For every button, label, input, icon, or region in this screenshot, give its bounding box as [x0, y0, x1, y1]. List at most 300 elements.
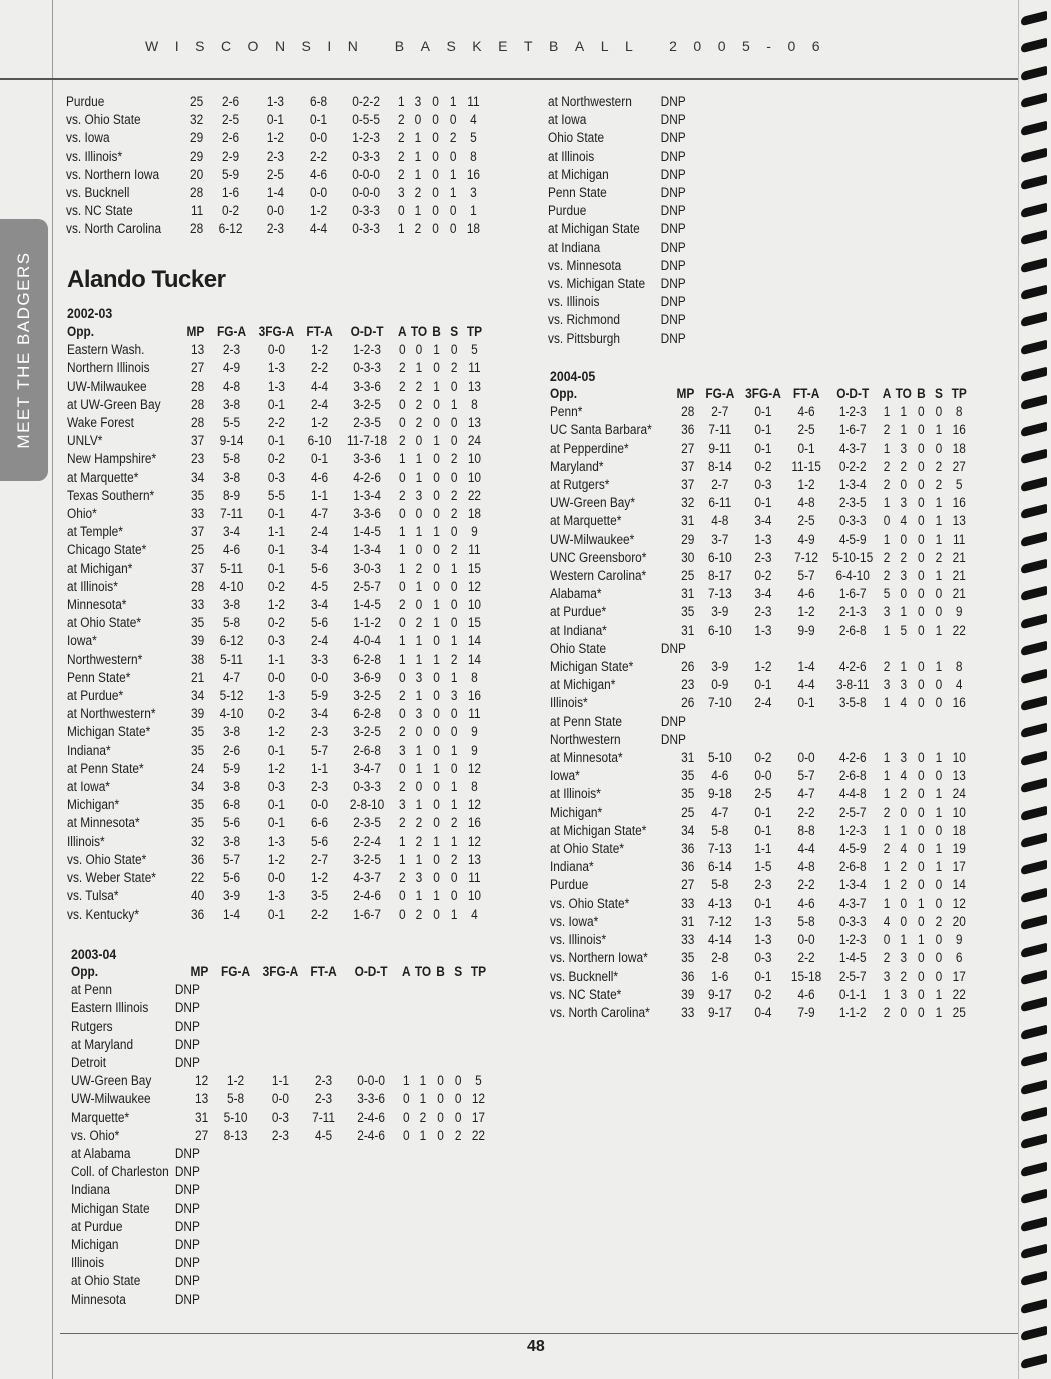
table-row — [67, 669, 486, 687]
stat-cell: 0-3-3 — [352, 221, 380, 237]
stat-cell: 8-13 — [223, 1127, 248, 1143]
stat-cell: 0-1 — [267, 906, 286, 922]
stat-cell: 1 — [415, 888, 423, 904]
stat-cell: 0-0 — [754, 768, 772, 784]
stat-cell: 4-6 — [711, 768, 729, 784]
stat-cell: 2-2 — [797, 950, 815, 966]
stat-cell: 1 — [415, 360, 423, 376]
stat-cell: 0 — [935, 586, 943, 602]
stat-cell: DNP — [174, 1000, 200, 1016]
stat-cell: 1-2 — [267, 724, 286, 740]
table-row — [548, 311, 696, 329]
stat-cell: DNP — [174, 1182, 200, 1198]
stat-cell: 2 — [883, 477, 891, 493]
stat-cell: 0 — [398, 906, 406, 922]
section-side-tab — [0, 219, 48, 481]
stat-cell: 2-8-10 — [349, 797, 385, 813]
opponent-cell: Minnesota* — [67, 597, 127, 613]
stat-cell: 0 — [437, 1127, 444, 1143]
stat-cell: 4-6 — [797, 895, 815, 911]
opponent-cell: at Maryland — [71, 1036, 134, 1052]
header-rule — [0, 78, 1018, 80]
stat-cell: 4-4 — [310, 378, 329, 394]
stat-cell: 2 — [883, 950, 891, 966]
column-header: B — [436, 964, 445, 979]
stat-cell: 36 — [191, 851, 205, 867]
stat-cell: 2 — [450, 360, 458, 376]
stat-cell: 1 — [900, 422, 908, 438]
stat-cell: 1 — [415, 524, 423, 540]
stat-cell: 0 — [433, 797, 440, 813]
stat-cell — [303, 981, 343, 999]
stat-cell: 31 — [681, 513, 695, 529]
stat-cell: 2-7 — [711, 404, 729, 420]
stat-cell: 0 — [433, 469, 440, 485]
stat-cell: 36 — [191, 906, 205, 922]
spiral-coil — [1021, 148, 1047, 163]
opponent-cell: UW-Green Bay — [71, 1073, 152, 1089]
stat-cell: 15 — [467, 560, 482, 576]
column-header: Opp. — [550, 386, 578, 401]
stat-cell: 2 — [935, 549, 943, 565]
stat-cell: 15 — [467, 615, 482, 631]
table-row — [67, 723, 486, 741]
table-row — [67, 505, 486, 523]
stat-cell: 0 — [398, 415, 406, 431]
stat-cell: 2-4 — [310, 524, 329, 540]
stat-cell: 1 — [415, 742, 423, 758]
stat-cell: 0-0-0 — [352, 185, 380, 201]
stat-cell — [432, 1181, 450, 1199]
stat-cell — [214, 1018, 258, 1036]
opponent-cell: Minnesota — [71, 1291, 126, 1307]
stat-cell: 2 — [883, 841, 891, 857]
column-header: FT-A — [310, 964, 337, 979]
spiral-coil — [1021, 93, 1047, 108]
section-side-tab-label: MEET THE BADGERS — [14, 251, 33, 449]
stat-cell: 1 — [935, 986, 943, 1002]
opponent-cell: vs. Illinois* — [550, 932, 607, 948]
stat-cell: 8 — [471, 669, 478, 685]
stat-cell: 0 — [935, 604, 943, 620]
table-row — [550, 476, 971, 494]
opponent-cell: at Ohio State* — [67, 615, 141, 631]
stat-cell — [214, 1036, 258, 1054]
stat-cell: 27 — [191, 360, 205, 376]
opponent-cell: vs. Ohio State* — [67, 851, 147, 867]
stat-cell: 1-3 — [754, 913, 772, 929]
stat-cell: 2-5 — [754, 786, 772, 802]
opponent-cell: vs. Northern Iowa — [66, 166, 160, 182]
stat-cell — [258, 1036, 304, 1054]
stat-cell — [344, 981, 399, 999]
opponent-cell: at Iowa — [548, 112, 587, 128]
stat-cell: 0 — [918, 859, 925, 875]
stat-cell — [398, 1036, 414, 1054]
stat-cell: 2 — [450, 506, 458, 522]
stat-cell: 3-8 — [222, 597, 241, 613]
stat-cell: 2-4 — [310, 396, 329, 412]
opponent-cell: Michigan — [71, 1237, 119, 1253]
stat-cell: 5-8 — [797, 913, 815, 929]
opponent-cell: UW-Green Bay* — [550, 495, 635, 511]
stat-cell: 0-0 — [797, 932, 815, 948]
stat-cell: 2 — [415, 615, 423, 631]
table-row — [550, 458, 971, 476]
stat-cell: 0 — [918, 822, 925, 838]
opponent-cell: Illinois — [71, 1255, 105, 1271]
stat-cell: 1-2 — [310, 342, 329, 358]
stat-cell: 13 — [467, 378, 482, 394]
stat-cell: 1-3 — [754, 622, 772, 638]
stat-cell: 1 — [433, 378, 440, 394]
stat-cell: 1-3-4 — [353, 542, 381, 558]
stat-cell — [344, 1236, 399, 1254]
stat-cell — [432, 1218, 450, 1236]
stat-cell: 5 — [955, 477, 963, 493]
stat-cell: 12 — [195, 1073, 209, 1089]
stat-cell: 32 — [681, 495, 695, 511]
column-header: FT-A — [306, 324, 333, 339]
stat-cell: 4-8 — [797, 859, 815, 875]
stat-cell: DNP — [660, 330, 686, 346]
opponent-cell: UC Santa Barbara* — [550, 422, 652, 438]
column-header: TO — [895, 386, 912, 401]
stat-cell: 0 — [935, 822, 943, 838]
stat-cell: 0 — [433, 724, 440, 740]
table-row — [550, 931, 971, 949]
stat-cell — [414, 999, 432, 1017]
stat-cell: 4-2-6 — [353, 469, 381, 485]
stat-cell: 1 — [433, 597, 440, 613]
stat-cell: 0 — [450, 469, 458, 485]
stat-cell: 30 — [681, 549, 695, 565]
stat-cell: 0-1 — [754, 822, 772, 838]
stat-cell: 2-3 — [754, 604, 772, 620]
stat-cell: 1 — [935, 1004, 943, 1020]
stat-cell: 5-11 — [220, 651, 244, 667]
stat-cell — [432, 1272, 450, 1290]
stat-cell: 18 — [952, 440, 966, 456]
stat-cell: 0-0 — [309, 185, 328, 201]
stat-cell: 29 — [681, 531, 695, 547]
stat-cell: 25 — [681, 804, 695, 820]
stat-cell: 2-2-4 — [353, 833, 381, 849]
opponent-cell: Northern Illinois — [67, 360, 150, 376]
stat-cell: 0 — [918, 531, 925, 547]
opponent-cell: Alabama* — [550, 586, 602, 602]
stat-cell: DNP — [174, 1036, 200, 1052]
stat-cell: 0 — [432, 203, 439, 219]
stat-cell: 0 — [918, 695, 925, 711]
stat-cell: 5 — [883, 586, 891, 602]
stat-cell: 2-2 — [267, 415, 286, 431]
stat-cell — [303, 1254, 343, 1272]
stat-cell: 0 — [900, 804, 908, 820]
stat-cell: 12 — [471, 1091, 486, 1107]
stat-cell: 1 — [935, 804, 943, 820]
stat-cell: DNP — [174, 1218, 200, 1234]
table-row — [67, 396, 486, 414]
stat-cell: 0 — [450, 415, 458, 431]
opponent-cell: vs. Illinois* — [66, 148, 123, 164]
stat-cell: 10 — [467, 597, 482, 613]
margin-rule — [52, 0, 53, 1379]
stat-cell: 2 — [900, 786, 908, 802]
table-row — [550, 949, 971, 967]
season-2003-04-continued-table — [548, 93, 696, 348]
stat-cell: 0 — [900, 895, 908, 911]
stat-cell — [467, 1291, 490, 1309]
table-row — [66, 148, 485, 166]
spiral-coil — [1021, 1025, 1047, 1040]
stat-cell: 11 — [468, 360, 481, 376]
stat-cell — [467, 1036, 490, 1054]
season-label-2004-05: 2004-05 — [550, 368, 596, 384]
stat-cell: 2 — [883, 804, 891, 820]
stat-cell — [258, 1272, 304, 1290]
opponent-cell: at Temple* — [67, 524, 123, 540]
stat-cell: 0 — [935, 932, 943, 948]
column-header: FG-A — [705, 386, 735, 401]
stat-cell — [398, 1291, 414, 1309]
stat-cell: 3-4 — [754, 513, 772, 529]
table-row — [550, 531, 971, 549]
stat-cell: 0 — [918, 422, 925, 438]
stat-cell — [303, 1272, 343, 1290]
stat-cell: 2 — [415, 833, 423, 849]
stat-cell: 1 — [883, 622, 891, 638]
stat-cell: 8-9 — [222, 487, 241, 503]
stat-cell: 2-3-5 — [353, 415, 381, 431]
spiral-coil — [1021, 340, 1047, 355]
stat-cell — [398, 1218, 414, 1236]
table-row — [66, 166, 485, 184]
stat-cell: 3 — [414, 94, 422, 109]
stat-cell: 2-5 — [797, 513, 815, 529]
table-row — [66, 220, 485, 238]
stat-cell — [398, 981, 414, 999]
player-name: Alando Tucker — [67, 266, 226, 293]
stat-cell: 0-0 — [266, 203, 285, 219]
stat-cell: 4-0-4 — [353, 633, 381, 649]
stat-cell: 4-5-9 — [838, 531, 867, 547]
opponent-cell: Purdue — [548, 203, 587, 219]
stat-cell: 12 — [467, 760, 482, 776]
stat-cell: 10 — [467, 451, 482, 467]
table-row — [67, 469, 486, 487]
stat-cell: 2-4-6 — [357, 1109, 385, 1125]
table-row — [66, 202, 485, 220]
stat-cell: 0-1 — [310, 451, 329, 467]
stat-cell: 20 — [952, 913, 966, 929]
stat-cell — [826, 731, 879, 749]
stat-cell — [879, 731, 895, 749]
stat-cell: 1-2 — [267, 851, 286, 867]
stat-cell — [414, 981, 432, 999]
stat-cell: 1 — [433, 524, 440, 540]
stat-cell: 1 — [935, 859, 943, 875]
stat-cell: 2 — [900, 458, 908, 474]
stat-cell: 2 — [398, 870, 406, 886]
stat-cell: 0 — [433, 815, 440, 831]
stat-cell: 0 — [415, 779, 423, 795]
stat-cell: 4-5 — [310, 578, 329, 594]
stat-cell — [214, 1254, 258, 1272]
stat-cell: 0 — [415, 724, 423, 740]
stat-cell — [449, 1036, 467, 1054]
stat-cell: 16 — [952, 695, 966, 711]
stat-cell: 0 — [414, 112, 422, 128]
stat-cell: 0 — [450, 870, 458, 886]
stat-cell: 0-1 — [267, 742, 286, 758]
stat-cell: DNP — [660, 112, 686, 128]
stat-cell: 4-10 — [219, 706, 244, 722]
stat-cell: 28 — [191, 578, 205, 594]
stat-cell: 0-3 — [754, 950, 772, 966]
opponent-cell: vs. Tulsa* — [67, 888, 119, 904]
opponent-cell: at Penn State* — [67, 760, 144, 776]
stat-cell: 3 — [900, 677, 908, 693]
stat-cell: 11 — [953, 531, 966, 547]
stat-cell: 0 — [433, 415, 440, 431]
stat-cell — [449, 1200, 467, 1218]
opponent-cell: vs. Weber State* — [67, 870, 156, 886]
stat-cell: 4-6 — [797, 404, 815, 420]
stat-cell: 1-3 — [267, 888, 286, 904]
stat-cell: 0 — [883, 932, 891, 948]
stat-cell: 2-6 — [222, 742, 241, 758]
stat-cell: 4-6 — [797, 586, 815, 602]
stat-cell: 2-2 — [310, 906, 329, 922]
stat-cell: 0 — [918, 622, 925, 638]
stat-cell: 8 — [471, 779, 478, 795]
stat-cell: 1 — [397, 221, 405, 237]
stat-cell: 1 — [397, 94, 405, 109]
stat-cell: 0-3 — [271, 1109, 290, 1125]
stat-cell: 9-14 — [219, 433, 244, 449]
stat-cell: 0 — [432, 166, 439, 182]
stat-cell: 1 — [900, 932, 908, 948]
opponent-cell: vs. Minnesota — [548, 257, 622, 273]
stat-cell: 0-0 — [267, 669, 286, 685]
stat-cell: 4-9 — [797, 531, 815, 547]
stat-cell: 0 — [935, 950, 943, 966]
spiral-coil — [1021, 1052, 1047, 1067]
stat-cell: 35 — [681, 786, 695, 802]
stat-cell: 0 — [398, 888, 406, 904]
stat-cell — [432, 1054, 450, 1072]
opponent-cell: Eastern Wash. — [67, 342, 145, 358]
stat-cell: 0 — [449, 148, 457, 164]
opponent-cell: at Pepperdine* — [550, 440, 629, 456]
stat-cell: 4-8 — [711, 513, 729, 529]
stat-cell: 5-7 — [222, 851, 241, 867]
season-2004-05-table — [550, 385, 971, 1022]
stat-cell: 5-11 — [220, 560, 244, 576]
stat-cell: 4-3-7 — [353, 870, 381, 886]
stat-cell: 3 — [900, 950, 908, 966]
stat-cell: 0 — [433, 870, 440, 886]
table-row — [71, 1291, 490, 1309]
stat-cell: 0 — [433, 742, 440, 758]
stat-cell: DNP — [174, 1291, 200, 1307]
stat-cell: 3 — [415, 706, 423, 722]
stat-cell: 12 — [467, 833, 482, 849]
stat-cell — [214, 1163, 258, 1181]
stat-cell: 5-10 — [707, 750, 732, 766]
stat-cell — [414, 1054, 432, 1072]
table-row — [550, 549, 971, 567]
stat-cell: 1 — [883, 822, 891, 838]
stat-cell: 1 — [935, 531, 943, 547]
stat-cell: 31 — [681, 622, 695, 638]
stat-cell: 9-17 — [707, 1004, 732, 1020]
stat-cell: 9-9 — [797, 622, 815, 638]
table-row — [550, 749, 971, 767]
stat-cell: 1-2-3 — [838, 822, 867, 838]
opponent-cell: at Northwestern — [548, 94, 632, 109]
stat-cell: 0 — [918, 804, 925, 820]
stat-cell: 1 — [398, 524, 406, 540]
stat-cell: 3 — [900, 440, 908, 456]
table-row — [67, 851, 486, 869]
stat-cell: 11-15 — [791, 458, 821, 474]
stat-cell: 3 — [883, 604, 891, 620]
stat-cell: 0-1 — [266, 112, 285, 128]
stat-cell: 2-7 — [711, 477, 729, 493]
stat-cell: 2-4 — [310, 633, 329, 649]
stat-cell: 1 — [398, 451, 406, 467]
stat-cell: 1-2 — [266, 130, 285, 146]
stat-cell: 34 — [681, 822, 695, 838]
stat-cell: 4-6 — [797, 986, 815, 1002]
stat-cell: 1 — [449, 185, 457, 201]
spiral-coil — [1021, 1079, 1047, 1094]
stat-cell: 21 — [191, 669, 205, 685]
stat-cell: 1 — [883, 877, 891, 893]
stat-cell: 2 — [397, 112, 405, 128]
column-header: TO — [414, 964, 432, 979]
opponent-cell: vs. North Carolina* — [550, 1004, 650, 1020]
table-row — [548, 148, 696, 166]
stat-cell: 11-7-18 — [347, 433, 388, 449]
stat-cell — [467, 999, 490, 1017]
stat-cell: 0-2-2 — [838, 458, 867, 474]
stat-cell: 2 — [398, 597, 406, 613]
stat-cell: DNP — [660, 94, 686, 109]
stat-cell: 3 — [470, 185, 477, 201]
stat-cell: 0 — [935, 877, 943, 893]
stat-cell: 5-10 — [223, 1109, 248, 1125]
stat-cell: 0 — [918, 877, 925, 893]
stat-cell: 20 — [190, 166, 204, 182]
stat-cell: 5-10-15 — [832, 549, 874, 565]
stat-cell: 0-2 — [267, 706, 286, 722]
column-header: S — [454, 964, 463, 979]
stat-cell: 1 — [935, 841, 943, 857]
stat-cell: 2 — [883, 1004, 891, 1020]
stat-cell: 0 — [432, 112, 439, 128]
stat-cell: 22 — [471, 1127, 486, 1143]
spiral-coil — [1021, 120, 1047, 135]
stat-cell: 0 — [415, 597, 423, 613]
stat-cell — [467, 1254, 490, 1272]
stat-cell — [303, 1236, 343, 1254]
stat-cell: 9-18 — [707, 786, 732, 802]
stat-cell: 3-2-5 — [353, 851, 381, 867]
table-row — [66, 184, 485, 202]
